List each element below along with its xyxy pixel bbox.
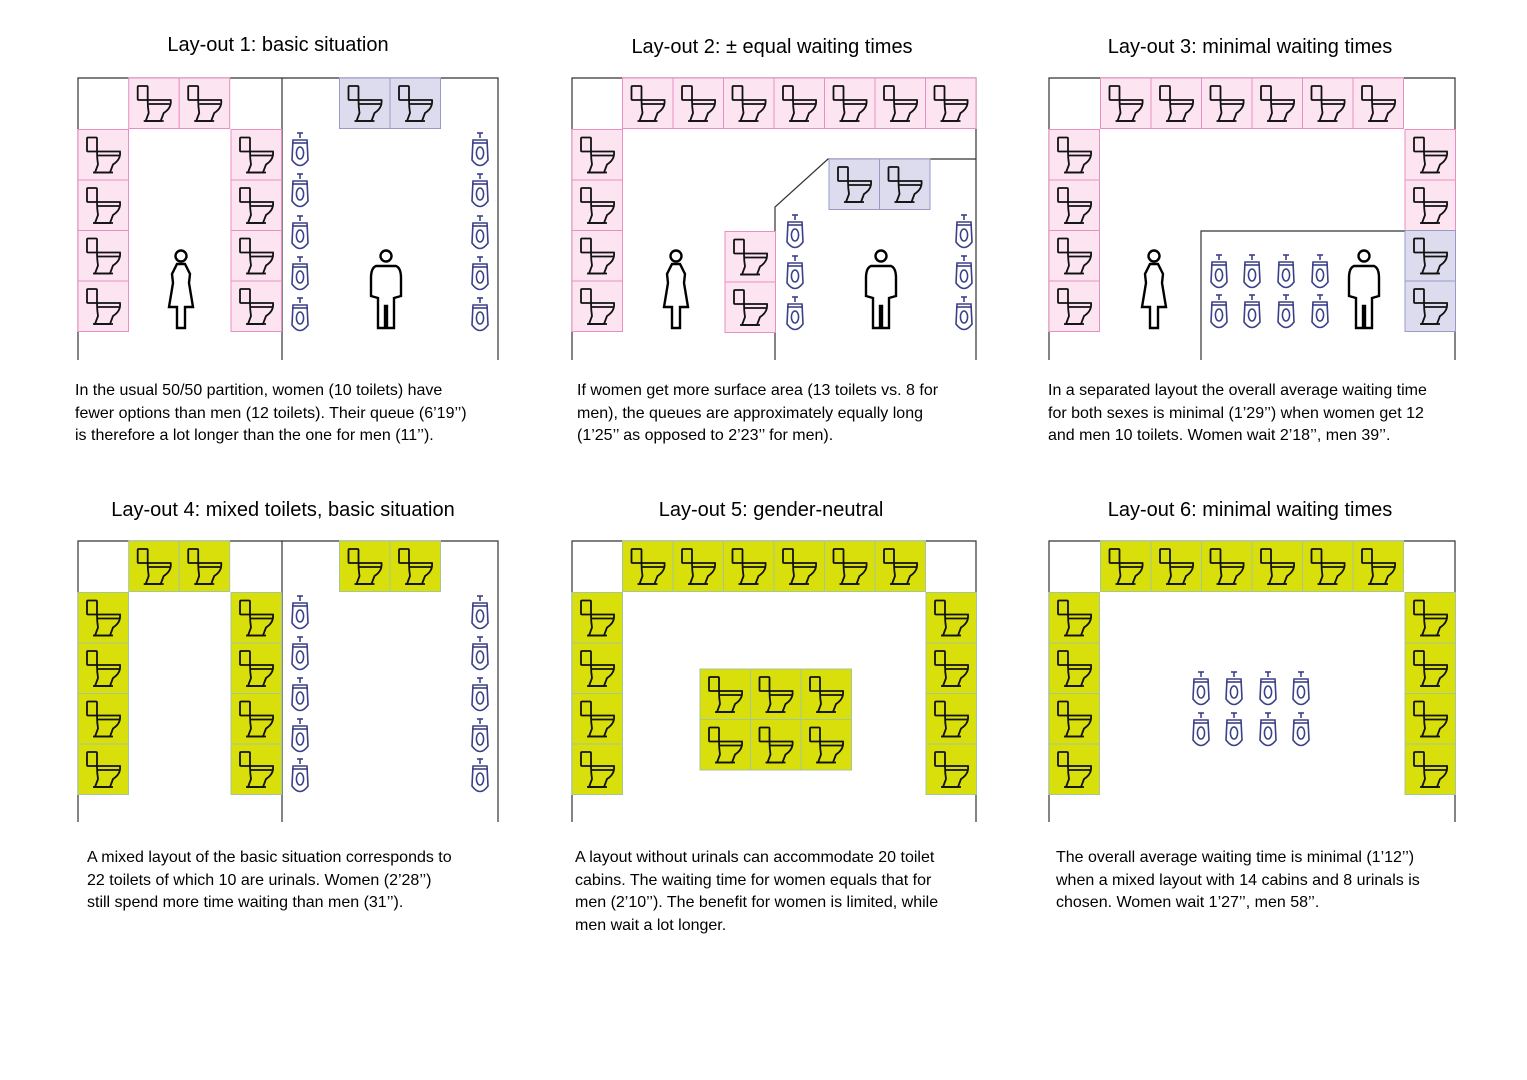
- panel-2-title: Lay-out 2: ± equal waiting times: [631, 36, 913, 58]
- toilet-cabin: [1353, 541, 1404, 592]
- toilet-cabin: [751, 669, 802, 720]
- panel-1-caption: [75, 380, 515, 448]
- urinal-icon: [472, 133, 488, 166]
- caption-line: If women get more surface area (13 toilets vs. 8 for: [577, 382, 939, 399]
- urinal-icon: [292, 174, 308, 207]
- toilet-cabin: [774, 78, 825, 129]
- urinal-icon: [1260, 672, 1276, 705]
- toilet-cabin: [129, 541, 180, 592]
- toilet-cabin: [673, 78, 724, 129]
- caption-line: men), the queues are approximately equally long: [577, 404, 923, 422]
- toilet-cabin: [926, 78, 977, 129]
- toilet-cabin: [1405, 593, 1456, 644]
- urinal-icon: [1211, 295, 1227, 328]
- toilet-cabin: [179, 541, 230, 592]
- urinal-icon: [472, 298, 488, 331]
- toilet-cabin: [1151, 541, 1202, 592]
- toilet-cabin: [751, 720, 802, 771]
- toilet-cabin: [231, 130, 282, 181]
- toilet-cabin: [129, 78, 180, 129]
- caption-line: still spend more time waiting than men (31’’).: [87, 894, 404, 912]
- man-icon: [1349, 251, 1379, 329]
- toilet-cabin: [572, 180, 623, 231]
- toilet-cabin: [829, 159, 880, 210]
- toilet-cabin: [1049, 744, 1100, 795]
- urinal-icon: [472, 174, 488, 207]
- toilet-cabin: [78, 694, 129, 745]
- toilet-cabin: [673, 541, 724, 592]
- toilet-cabin: [1202, 78, 1253, 129]
- toilet-cabin: [1252, 541, 1303, 592]
- toilet-cabin: [231, 694, 282, 745]
- toilet-cabin: [1049, 231, 1100, 282]
- toilet-cabin: [1049, 281, 1100, 332]
- urinal-icon: [292, 596, 308, 629]
- toilet-cabin: [1303, 541, 1354, 592]
- toilet-cabin: [926, 694, 977, 745]
- urinal-icon: [1278, 255, 1294, 288]
- toilet-cabin: [1405, 744, 1456, 795]
- toilet-cabin: [1353, 78, 1404, 129]
- toilet-cabin: [1151, 78, 1202, 129]
- caption-line: 22 toilets of which 10 are urinals. Women (2’28’’): [87, 871, 432, 889]
- caption-line: The overall average waiting time is minimal (1’12’’): [1056, 849, 1415, 866]
- urinal-icon: [956, 215, 972, 248]
- urinal-icon: [292, 759, 308, 792]
- urinal-icon: [1211, 255, 1227, 288]
- urinal-icon: [787, 297, 803, 330]
- caption-line: is therefore a lot longer than the one for men (11’’).: [75, 427, 434, 445]
- toilet-cabin: [801, 720, 852, 771]
- caption-line: men wait a lot longer.: [575, 916, 727, 934]
- urinal-icon: [292, 719, 308, 752]
- toilet-cabin: [774, 541, 825, 592]
- urinal-icon: [787, 215, 803, 248]
- urinal-icon: [1193, 713, 1209, 746]
- toilet-cabin: [572, 281, 623, 332]
- toilet-cabin: [1202, 541, 1253, 592]
- woman-icon: [664, 251, 688, 329]
- toilet-cabin: [231, 744, 282, 795]
- toilet-cabin: [1101, 541, 1152, 592]
- man-icon: [866, 251, 896, 329]
- toilet-cabin: [825, 78, 876, 129]
- toilet-cabin: [572, 744, 623, 795]
- panel-5-caption: [575, 847, 995, 937]
- caption-line: In the usual 50/50 partition, women (10 toilets) have: [75, 382, 443, 399]
- toilet-cabin: [572, 231, 623, 282]
- panel-4-caption: [87, 847, 517, 915]
- panel-4-title: Lay-out 4: mixed toilets, basic situation: [111, 499, 455, 521]
- panel-6-title: Lay-out 6: minimal waiting times: [1107, 499, 1393, 521]
- toilet-cabin: [1049, 593, 1100, 644]
- toilet-cabin: [231, 180, 282, 231]
- caption-line: for both sexes is minimal (1’29’’) when women get 12: [1048, 404, 1424, 422]
- toilet-cabin: [231, 281, 282, 332]
- toilet-cabin: [880, 159, 931, 210]
- toilet-cabin: [390, 541, 441, 592]
- toilet-cabin: [1049, 643, 1100, 694]
- toilet-cabin: [1405, 694, 1456, 745]
- toilet-cabin: [700, 720, 751, 771]
- toilet-cabin: [572, 130, 623, 181]
- toilet-cabin: [179, 78, 230, 129]
- urinal-icon: [787, 256, 803, 289]
- toilet-cabin: [572, 643, 623, 694]
- toilet-cabin: [340, 541, 391, 592]
- caption-line: (1’25’’ as opposed to 2’23’’ for men).: [577, 427, 834, 445]
- urinal-icon: [1193, 672, 1209, 705]
- urinal-icon: [292, 216, 308, 249]
- toilet-cabin: [78, 744, 129, 795]
- toilet-cabin: [825, 541, 876, 592]
- toilet-cabin: [1405, 281, 1456, 332]
- caption-line: A layout without urinals can accommodate 20 toilet: [575, 849, 935, 866]
- toilet-cabin: [725, 232, 776, 283]
- toilet-cabin: [1405, 643, 1456, 694]
- toilet-cabin: [1049, 130, 1100, 181]
- toilet-cabin: [1405, 231, 1456, 282]
- urinal-icon: [472, 216, 488, 249]
- caption-line: A mixed layout of the basic situation corresponds to: [87, 849, 452, 866]
- toilet-cabin: [926, 643, 977, 694]
- toilet-cabin: [700, 669, 751, 720]
- caption-line: men (2’10’’). The benefit for women is limited, while: [575, 894, 939, 912]
- urinal-icon: [1278, 295, 1294, 328]
- toilet-cabin: [926, 593, 977, 644]
- panel-5-title: Lay-out 5: gender-neutral: [658, 499, 884, 521]
- urinal-icon: [1312, 295, 1328, 328]
- urinal-icon: [292, 133, 308, 166]
- toilet-cabin: [1405, 180, 1456, 231]
- toilet-cabin: [78, 231, 129, 282]
- toilet-cabin: [572, 593, 623, 644]
- woman-icon: [1142, 251, 1166, 329]
- urinal-icon: [1244, 255, 1260, 288]
- man-icon: [371, 251, 401, 329]
- toilet-cabin: [1252, 78, 1303, 129]
- toilet-cabin: [875, 541, 926, 592]
- toilet-cabin: [623, 541, 674, 592]
- toilet-cabin: [390, 78, 441, 129]
- toilet-cabin: [1049, 180, 1100, 231]
- toilet-cabin: [572, 694, 623, 745]
- urinal-icon: [1226, 672, 1242, 705]
- urinal-icon: [472, 257, 488, 290]
- toilet-cabin: [926, 744, 977, 795]
- urinal-icon: [1226, 713, 1242, 746]
- urinal-icon: [292, 257, 308, 290]
- panel-1-title: Lay-out 1: basic situation: [167, 34, 389, 56]
- urinal-icon: [292, 298, 308, 331]
- toilet-cabin: [231, 593, 282, 644]
- urinal-icon: [292, 678, 308, 711]
- toilet-cabin: [78, 130, 129, 181]
- toilet-cabin: [78, 593, 129, 644]
- woman-icon: [169, 251, 193, 329]
- toilet-cabin: [725, 282, 776, 333]
- urinal-icon: [1312, 255, 1328, 288]
- urinal-icon: [472, 719, 488, 752]
- toilet-cabin: [78, 643, 129, 694]
- toilet-cabin: [1303, 78, 1354, 129]
- toilet-cabin: [623, 78, 674, 129]
- caption-line: chosen. Women wait 1’27’’, men 58’’.: [1056, 894, 1320, 912]
- toilet-cabin: [801, 669, 852, 720]
- toilet-cabin: [1405, 130, 1456, 181]
- toilet-cabin: [340, 78, 391, 129]
- toilet-cabin: [724, 78, 775, 129]
- toilet-cabin: [78, 281, 129, 332]
- urinal-icon: [1260, 713, 1276, 746]
- urinal-icon: [956, 297, 972, 330]
- urinal-icon: [956, 256, 972, 289]
- urinal-icon: [472, 596, 488, 629]
- panel-3-caption: [1048, 380, 1488, 448]
- urinal-icon: [472, 678, 488, 711]
- toilet-cabin: [231, 231, 282, 282]
- urinal-icon: [1293, 713, 1309, 746]
- wall: [1201, 231, 1405, 360]
- urinal-icon: [472, 637, 488, 670]
- caption-line: cabins. The waiting time for women equals that for: [575, 871, 932, 889]
- panel-2-caption: [577, 380, 997, 448]
- toilet-cabin: [875, 78, 926, 129]
- urinal-icon: [472, 759, 488, 792]
- caption-line: and men 10 toilets. Women wait 2’18’’, men 39’’.: [1048, 427, 1391, 445]
- toilet-cabin: [724, 541, 775, 592]
- toilet-cabin: [78, 180, 129, 231]
- toilet-cabin: [1049, 694, 1100, 745]
- urinal-icon: [1293, 672, 1309, 705]
- caption-line: fewer options than men (12 toilets). Their queue (6’19’’): [75, 404, 467, 422]
- urinal-icon: [292, 637, 308, 670]
- caption-line: In a separated layout the overall average waiting time: [1048, 382, 1427, 399]
- panel-3-title: Lay-out 3: minimal waiting times: [1107, 36, 1393, 58]
- caption-line: when a mixed layout with 14 cabins and 8 urinals is: [1056, 871, 1420, 889]
- panel-6-caption: [1056, 847, 1476, 915]
- urinal-icon: [1244, 295, 1260, 328]
- toilet-cabin: [231, 643, 282, 694]
- toilet-cabin: [1101, 78, 1152, 129]
